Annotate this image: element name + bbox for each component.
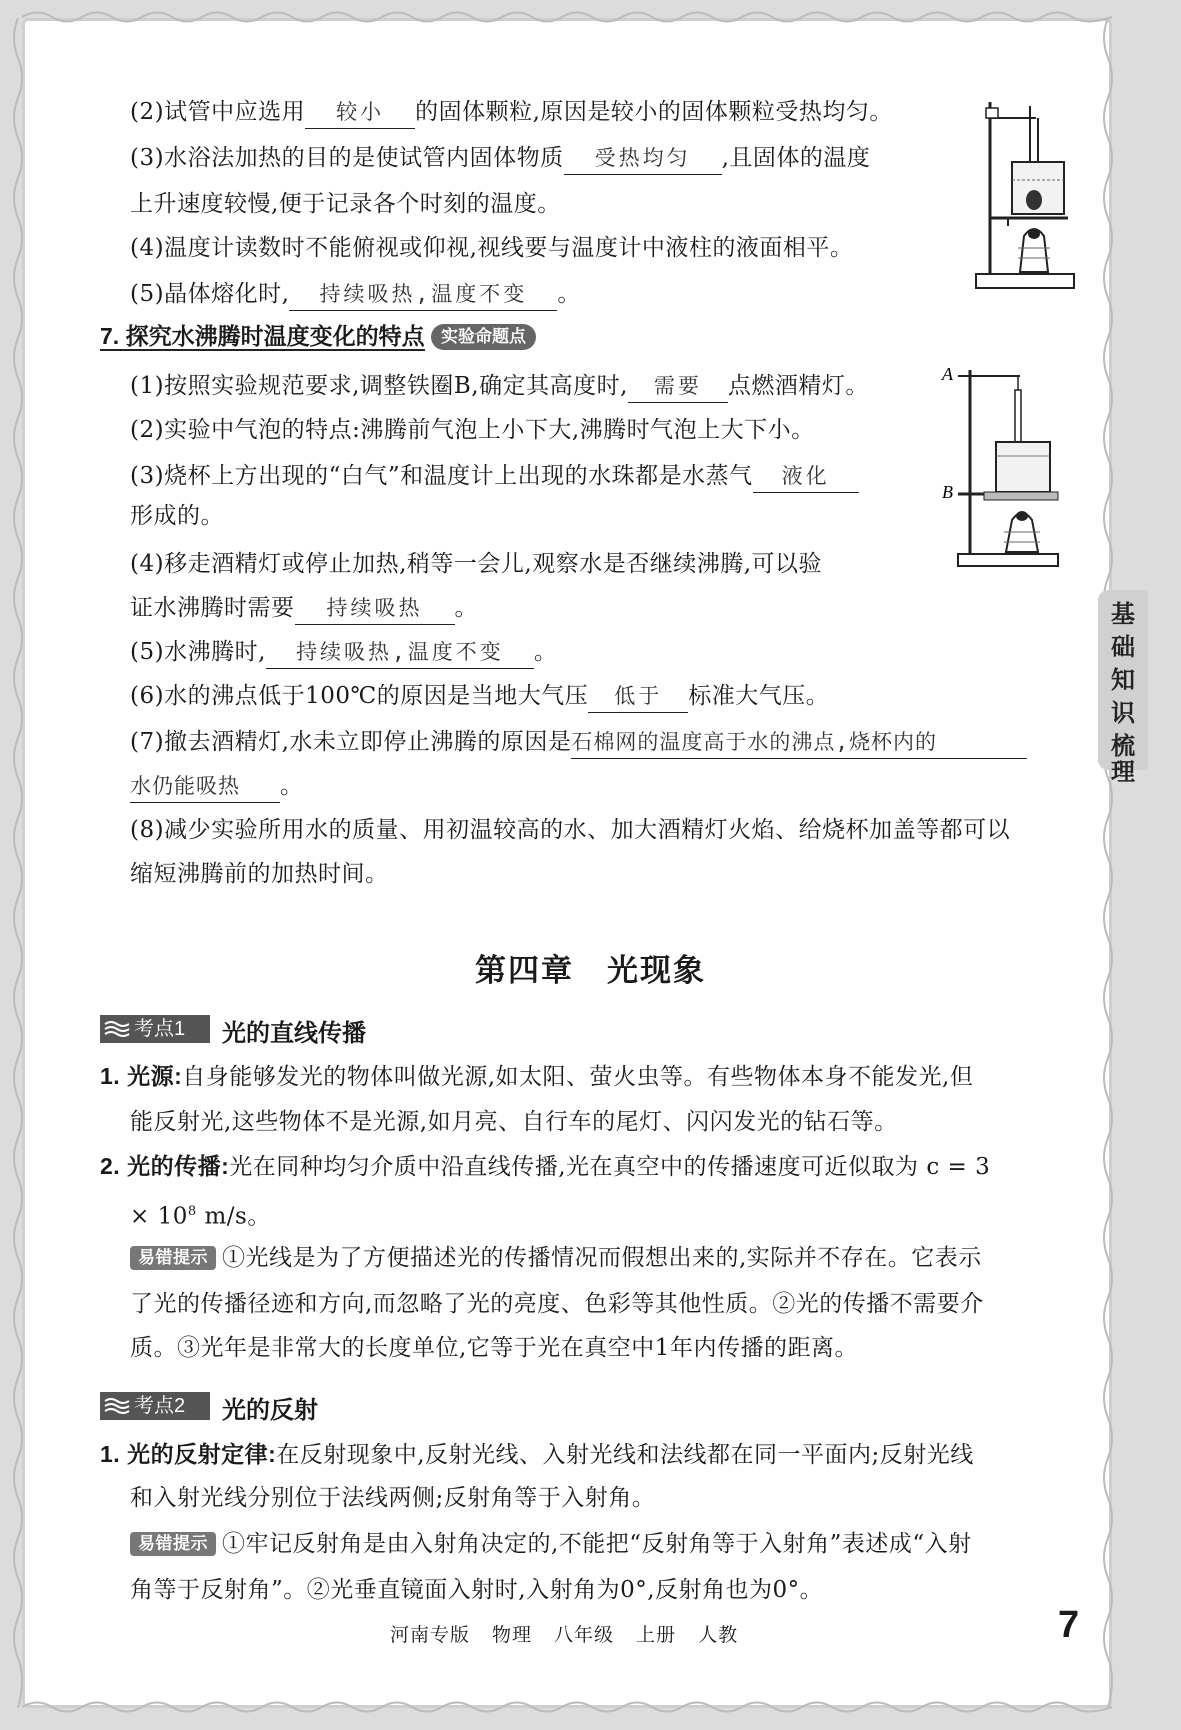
side-tab-label: 基 础 知 识 梳 xyxy=(1111,601,1135,760)
kp1-tip-cont-1: 了光的传播径迹和方向,而忽略了光的亮度、色彩等其他性质。②光的传播不需要介 xyxy=(130,1291,984,1317)
wave-icon xyxy=(104,1020,130,1038)
s7-line-8-cont: 缩短沸腾前的加热时间。 xyxy=(130,861,389,887)
kp2-p1: 1. 光的反射定律:在反射现象中,反射光线、入射光线和法线都在同一平面内;反射光线 xyxy=(100,1441,974,1468)
chapter-title: 第四章 光现象 xyxy=(475,953,706,988)
key-point-title: 光的直线传播 xyxy=(222,1020,366,1047)
key-point-tag: 考点2 xyxy=(134,1395,186,1417)
s7-line-1: (1)按照实验规范要求,调整铁圈B,确定其高度时, 需要 点燃酒精灯。 xyxy=(130,370,869,403)
s7-line-7: (7)撤去酒精灯,水未立即停止沸腾的原因是石棉网的温度高于水的沸点,烧杯内的 xyxy=(130,726,1027,759)
boiling-apparatus-figure xyxy=(940,360,1064,570)
s6-line-3: (3)水浴法加热的目的是使试管内固体物质 受热均匀 ,且固体的温度 xyxy=(130,142,870,175)
s7-line-4: (4)移走酒精灯或停止加热,稍等一会儿,观察水是否继续沸腾,可以验 xyxy=(130,551,823,577)
s6-line-4: (4)温度计读数时不能俯视或仰视,视线要与温度计中液柱的液面相平。 xyxy=(130,235,854,261)
s6-line-3-cont: 上升速度较慢,便于记录各个时刻的温度。 xyxy=(130,191,561,217)
answer-blank: 水仍能吸热 xyxy=(130,770,280,803)
s6-line-5: (5)晶体熔化时, 持续吸热,温度不变 。 xyxy=(130,278,581,311)
s7-line-4-cont: 证水沸腾时需要 持续吸热 。 xyxy=(130,592,478,625)
answer-blank: 石棉网的温度高于水的沸点,烧杯内的 xyxy=(571,726,1027,759)
answer-blank: 持续吸热,温度不变 xyxy=(289,278,557,311)
kp1-tip: 易错提示 ①光线是为了方便描述光的传播情况而假想出来的,实际并不存在。它表示 xyxy=(130,1242,982,1274)
s7-line-7-cont: 水仍能吸热 。 xyxy=(130,770,304,803)
kp1-p2-cont: × $10^8$ m/s。 xyxy=(130,1203,271,1230)
s7-line-3-cont: 形成的。 xyxy=(130,503,224,529)
answer-blank: 低于 xyxy=(588,680,688,713)
answer-blank: 较小 xyxy=(305,96,415,129)
kp1-tip-cont-2: 质。③光年是非常大的长度单位,它等于光在真空中1年内传播的距离。 xyxy=(130,1335,858,1361)
page-number: 7 xyxy=(1058,1604,1080,1646)
s7-line-6: (6)水的沸点低于100℃的原因是当地大气压 低于 标准大气压。 xyxy=(130,680,829,713)
melting-apparatus-figure xyxy=(972,96,1080,292)
s7-line-2: (2)实验中气泡的特点:沸腾前气泡上小下大,沸腾时气泡上大下小。 xyxy=(130,417,815,443)
label-b: B xyxy=(942,482,953,502)
label-a: A xyxy=(942,364,953,384)
kp2-tip-cont: 角等于反射角”。②光垂直镜面入射时,入射角为0°,反射角也为0°。 xyxy=(130,1577,824,1603)
kp1-p1-cont: 能反射光,这些物体不是光源,如月亮、自行车的尾灯、闪闪发光的钻石等。 xyxy=(130,1109,898,1135)
s7-line-8: (8)减少实验所用水的质量、用初温较高的水、加大酒精灯火焰、给烧杯加盖等都可以 xyxy=(130,817,1011,843)
kp1-p2: 2. 光的传播:光在同种均匀介质中沿直线传播,光在真空中的传播速度可近似取为 c = 3 xyxy=(100,1153,991,1180)
answer-blank: 需要 xyxy=(628,370,728,403)
answer-blank: 持续吸热,温度不变 xyxy=(266,636,534,669)
wavy-border-left xyxy=(10,18,26,1708)
answer-blank: 液化 xyxy=(753,460,859,493)
wavy-border-bottom xyxy=(22,1698,1112,1716)
kp1-p1: 1. 光源:自身能够发光的物体叫做光源,如太阳、萤火虫等。有些物体本身不能发光,但 xyxy=(100,1063,974,1090)
wavy-border-top xyxy=(22,8,1112,26)
error-tip-badge: 易错提示 xyxy=(130,1532,216,1556)
kp2-p1-cont: 和入射光线分别位于法线两侧;反射角等于入射角。 xyxy=(130,1485,656,1511)
experiment-badge: 实验命题点 xyxy=(431,324,536,350)
wave-icon xyxy=(104,1397,130,1415)
key-point-tag: 考点1 xyxy=(134,1018,186,1040)
error-tip-badge: 易错提示 xyxy=(130,1246,216,1270)
footer: 河南专版 物理 八年级 上册 人教 xyxy=(390,1624,739,1646)
s7-heading: 7. 探究水沸腾时温度变化的特点 实验命题点 xyxy=(100,320,536,352)
answer-blank: 受热均匀 xyxy=(564,142,722,175)
s6-line-2: (2)试管中应选用 较小 的固体颗粒,原因是较小的固体颗粒受热均匀。 xyxy=(130,96,893,129)
side-tab xyxy=(1098,590,1148,770)
s7-line-5: (5)水沸腾时, 持续吸热,温度不变 。 xyxy=(130,636,557,669)
answer-blank: 持续吸热 xyxy=(295,592,455,625)
side-tab-last-char: 理 xyxy=(1111,759,1135,786)
wavy-border-right xyxy=(1100,18,1116,1708)
s7-line-3: (3)烧杯上方出现的“白气”和温度计上出现的水珠都是水蒸气 液化 xyxy=(130,460,859,493)
key-point-title: 光的反射 xyxy=(222,1397,318,1424)
kp2-tip: 易错提示 ①牢记反射角是由入射角决定的,不能把“反射角等于入射角”表述成“入射 xyxy=(130,1528,972,1560)
